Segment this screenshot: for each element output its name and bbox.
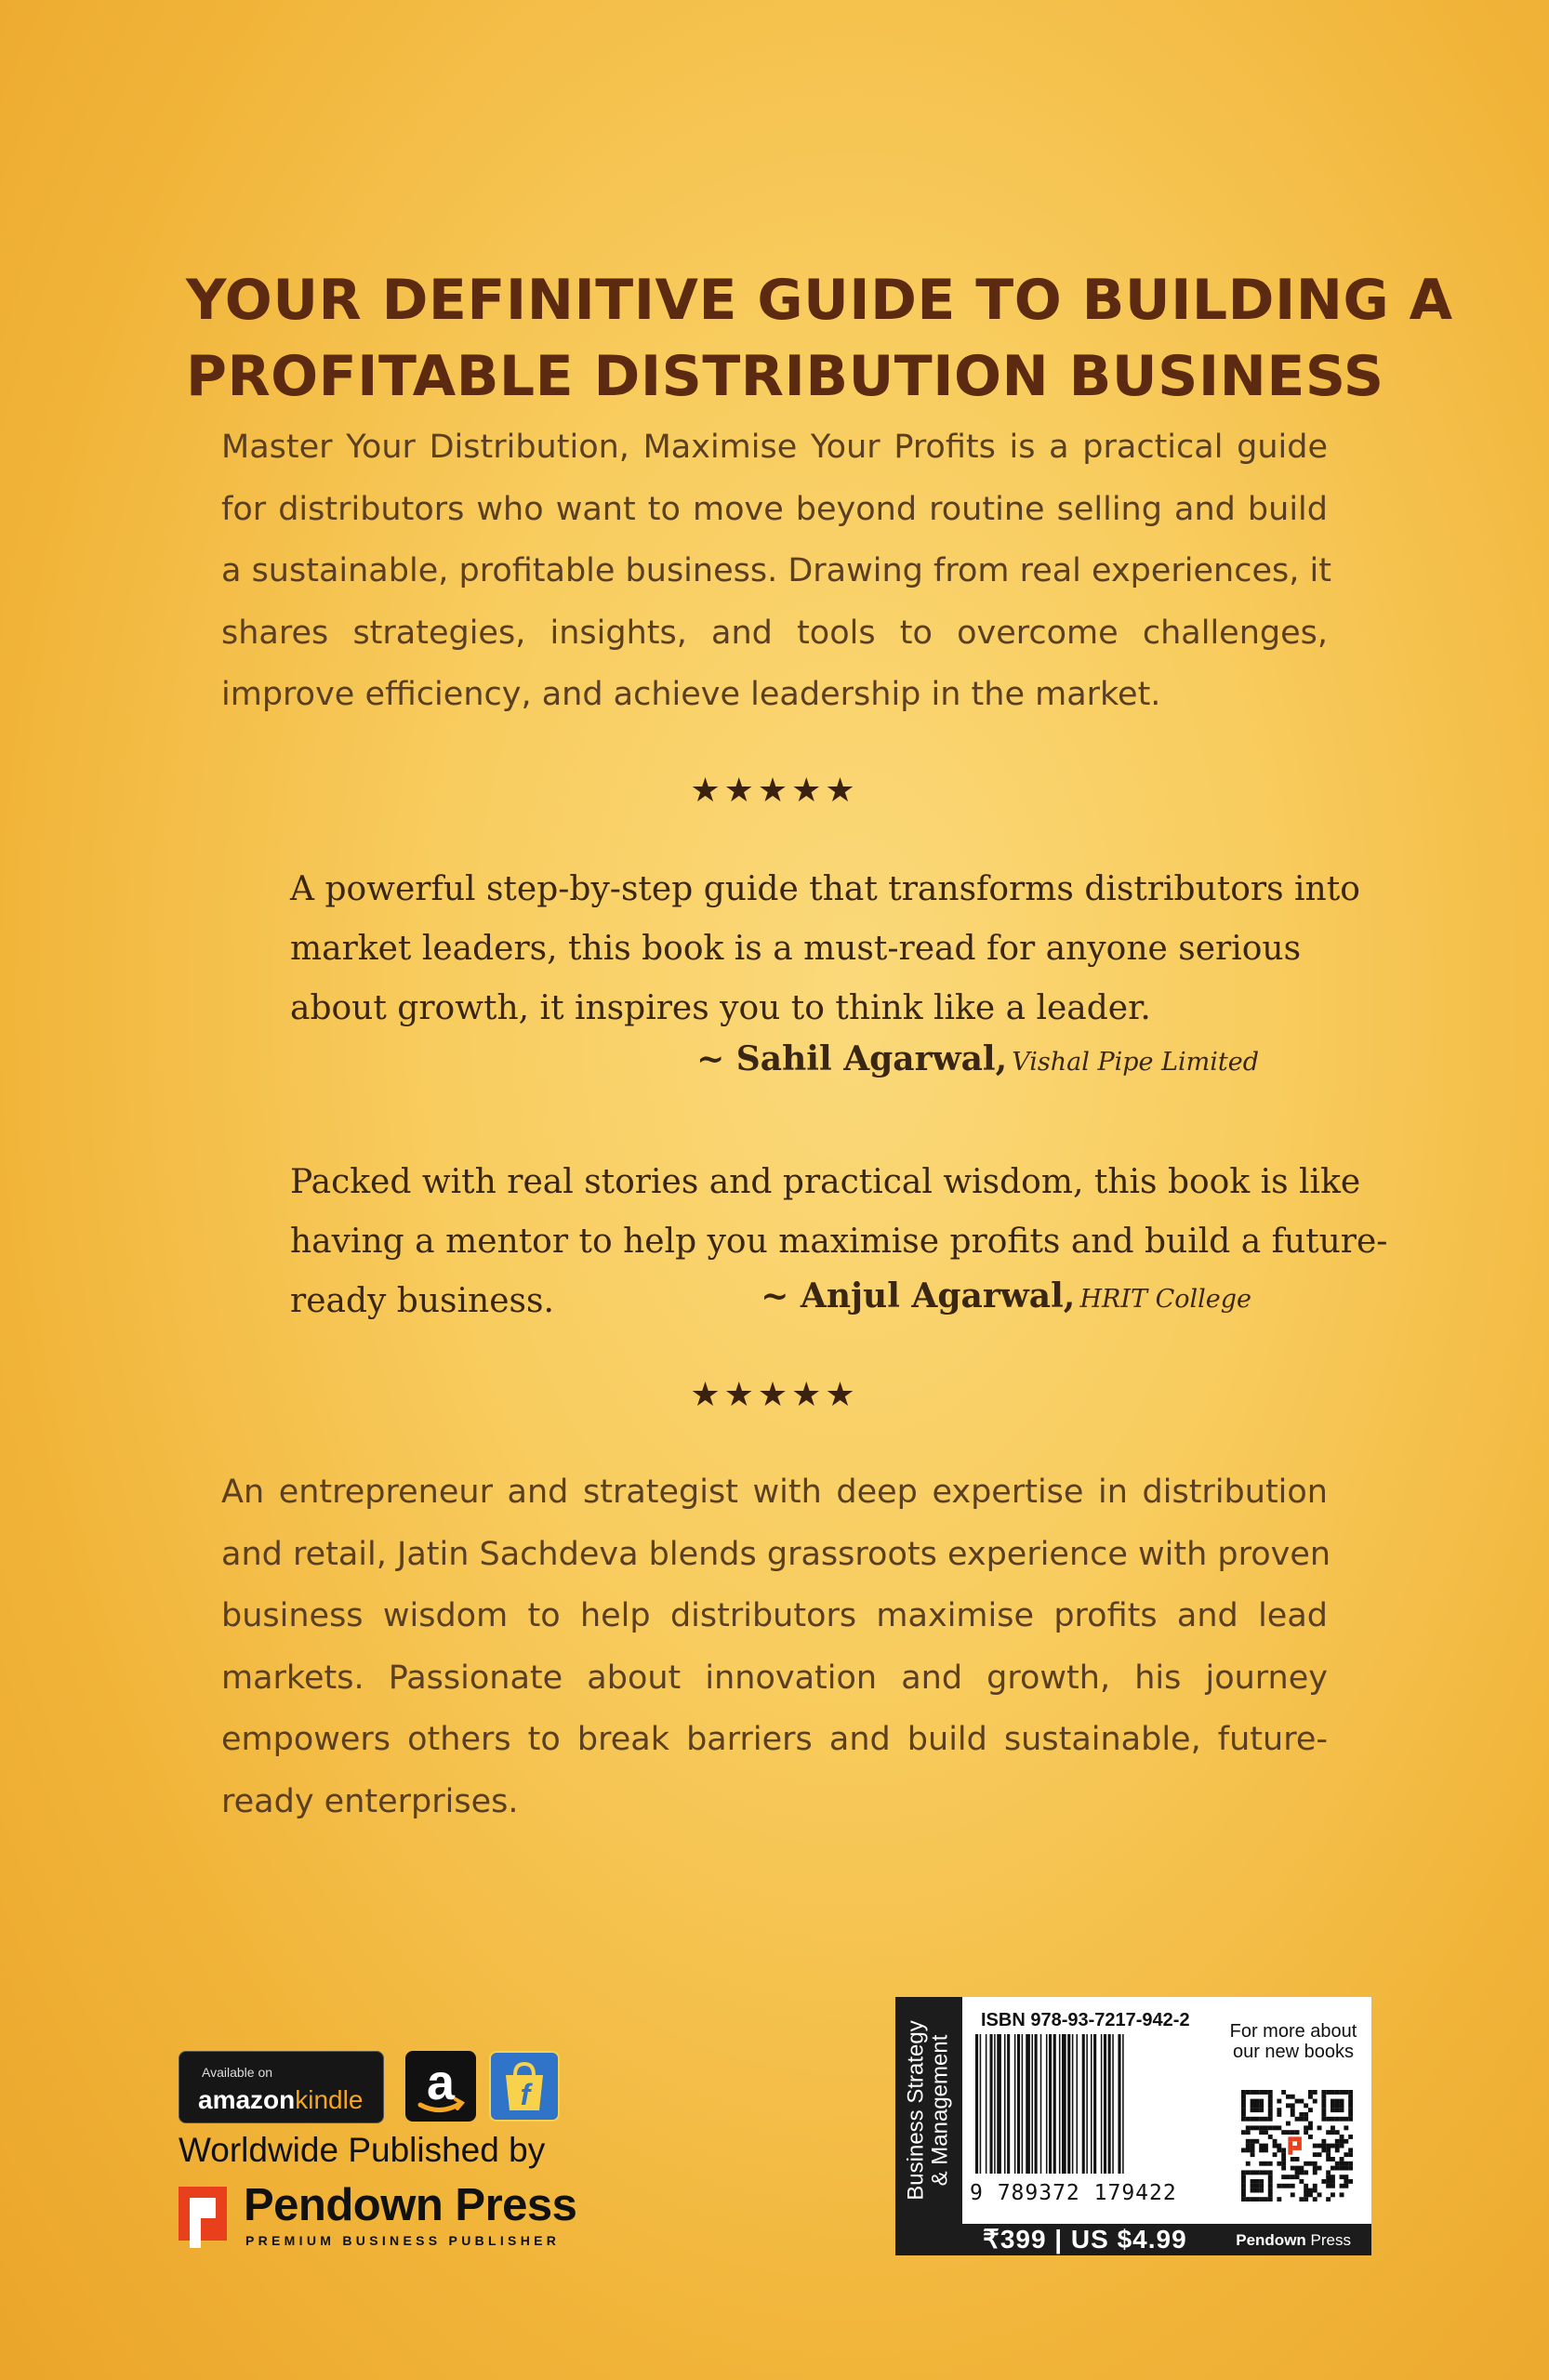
- isbn-label: ISBN 978-93-7217-942-2: [981, 2010, 1190, 2030]
- more-books-text: For more about our new books: [1229, 2021, 1357, 2062]
- published-by-label: Worldwide Published by: [179, 2131, 546, 2169]
- amazon-a-icon[interactable]: [405, 2051, 476, 2122]
- intro-line: improve efficiency, and achieve leadership in the market.: [221, 676, 1161, 713]
- pendown-logo-icon: [179, 2187, 227, 2248]
- barcode-block: [895, 1997, 1371, 2255]
- intro-line: shares strategies, insights, and tools to overcome challenges,: [221, 614, 1328, 652]
- testimonial-1: [290, 860, 1360, 1038]
- testimonial-line: about growth, it inspires you to think like a leader.: [290, 989, 1151, 1027]
- bio-line: An entrepreneur and strategist with deep expertise in distribution: [221, 1474, 1328, 1511]
- category-line: Business Strategy: [904, 2020, 929, 2201]
- stars-divider: ★★★★★: [690, 1376, 859, 1414]
- testimonial-1-attribution: [696, 1039, 1259, 1078]
- author-bio: [221, 1461, 1331, 1832]
- svg-text:f: f: [520, 2078, 531, 2111]
- testimonial-2-attribution: [761, 1276, 1251, 1316]
- testimonial-line: ready business.: [290, 1282, 554, 1320]
- intro-line: Master Your Distribution, Maximise Your Profits is a practical guide: [221, 429, 1328, 466]
- qr-code[interactable]: [1241, 2090, 1353, 2202]
- testimonial-line: having a mentor to help you maximise profits and build a future-: [290, 1223, 1388, 1261]
- bio-line: markets. Passionate about innovation and growth, his journey: [221, 1659, 1328, 1697]
- bio-line: and retail, Jatin Sachdeva blends grassroots experience with proven: [221, 1535, 1331, 1573]
- price-bar-publisher: Pendown Press: [1236, 2231, 1351, 2249]
- barcode-bars: [970, 2034, 1202, 2183]
- barcode-panel: [962, 1997, 1371, 2224]
- testimonial-organization: HRIT College: [1079, 1285, 1251, 1314]
- kindle-badge-caption: Available on: [202, 2065, 273, 2080]
- bio-line: empowers others to break barriers and build sustainable, future-: [221, 1721, 1328, 1758]
- testimonial-author: ~ Anjul Agarwal,: [761, 1276, 1076, 1316]
- headline-line-1: YOUR DEFINITIVE GUIDE TO BUILDING A: [186, 268, 1453, 333]
- testimonial-author: ~ Sahil Agarwal,: [696, 1039, 1008, 1078]
- intro-line: for distributors who want to move beyond routine selling and build: [221, 490, 1328, 528]
- amazon-kindle-badge[interactable]: [179, 2051, 384, 2123]
- testimonial-line: market leaders, this book is a must-read for anyone serious: [290, 930, 1302, 968]
- barcode-number: 9 789372 179422: [970, 2181, 1177, 2205]
- testimonial-line: Packed with real stories and practical wisdom, this book is like: [290, 1163, 1361, 1201]
- svg-text:a: a: [426, 2055, 456, 2110]
- bio-line: business wisdom to help distributors maximise profits and lead: [221, 1597, 1328, 1634]
- price-bar: [962, 2224, 1371, 2255]
- kindle-badge-wordmark: amazonkindle: [198, 2085, 364, 2114]
- bio-line: ready enterprises.: [221, 1782, 519, 1820]
- category-line: & Management: [928, 2034, 953, 2187]
- stars-divider: ★★★★★: [690, 772, 859, 810]
- flipkart-bag-icon[interactable]: [489, 2051, 560, 2122]
- category-label: [895, 1997, 962, 2224]
- headline: [186, 262, 1453, 415]
- publisher-tagline: PREMIUM BUSINESS PUBLISHER: [245, 2233, 561, 2248]
- testimonial-line: A powerful step-by-step guide that transforms distributors into: [290, 870, 1360, 908]
- intro-line: a sustainable, profitable business. Drawing from real experiences, it: [221, 552, 1331, 589]
- headline-line-2: PROFITABLE DISTRIBUTION BUSINESS: [186, 344, 1384, 409]
- testimonial-organization: Vishal Pipe Limited: [1012, 1048, 1259, 1077]
- intro-paragraph: [221, 416, 1331, 726]
- price-label: ₹399 | US $4.99: [983, 2225, 1187, 2254]
- publisher-name: Pendown Press: [244, 2180, 577, 2230]
